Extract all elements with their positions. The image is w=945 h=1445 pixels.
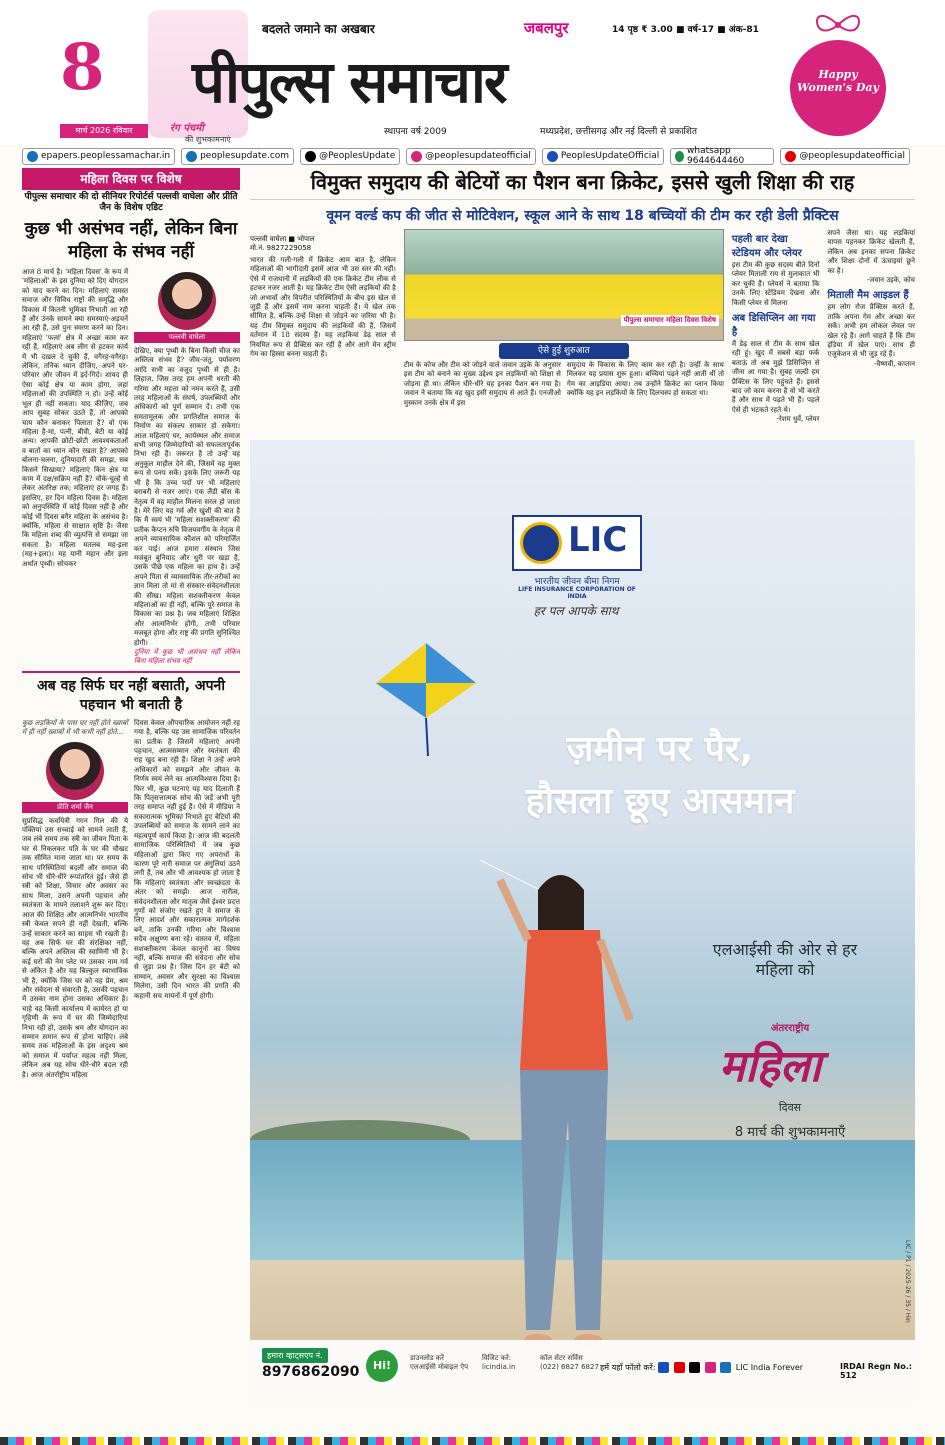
- social-label: whatsapp 9644644460: [687, 146, 745, 166]
- ad-date: 8 मार्च की शुभकामनाएँ: [734, 1125, 846, 1140]
- call-center[interactable]: कॉल सेंटर सर्विस (022) 6827 6827: [540, 1354, 599, 1371]
- ad-headline-line1: ज़मीन पर पैर,: [566, 729, 754, 770]
- social-label: @peoplesupdateofficial: [799, 151, 905, 161]
- masthead: [0, 0, 945, 145]
- mobile-number: मो.नं. 9827229058: [250, 244, 312, 252]
- story2-col2: दिवस केवल औपचारिक आयोजन नहीं रह गया है, बल्कि यह उस सामाजिक परिवर्तन का प्रतीक है जिसमें महिलाएं अपनी पहचान, आत्मसम्मान और स्वतंत्रता की राह खुद बना रही हैं। शिक्षा ने उन्हें अपने अधिकारों को समझने और जीवन के निर्णय स्वयं लेने का आत्मविश्वास दिया है। फिर भी, कुछ घटनाएं यह याद दिलाती हैं कि पितृसत्तात्मक सोच की जड़ें अभी पूरी तरह समाप्त नहीं हुई हैं। ऐसे में मीडिया ने सकारात्मक भूमिका निभाते हुए बेटियों की उपलब्धियों को समाज के सामने लाने का महत्वपूर्ण कार्य किया है। आज की बदलती सामाजिक परिस्थितियों में जब कुछ महिलाओं द्वारा किए गए अपराधों के कारण पूरे नारी समाज पर अंगुलियां उठने लगी हैं, तब और भी आवश्यक हो जाता है कि महिलाएं स्वतंत्रता और स्वच्छंदता के अंतर को समझें। आज नारीत्व, संवेदनशीलता और मातृत्व जैसे ईश्वर प्रदत्त गुणों को संजोए रखते हुए वे समाज के लिए आदर्श और सकारात्मक मार्गदर्शक बनें, ताकि उनकी गरिमा और विश्वास सदैव अक्षुण्ण बना रहे। वास्तव में, महिला सशक्तीकरण केवल कानूनों का विषय नहीं, बल्कि समाज की संवेदना और सोच से जुड़ा प्रश्न है। जिस दिन हर बेटी को सम्मान, अवसर और सुरक्षा का विश्वास मिलेगा, उसी दिन भारत की प्रगति की कहानी सच मायनों में पूर्ण होगी।: [134, 718, 240, 1000]
- byline: पल्लवी वाघेला ■ भोपाल: [250, 235, 315, 243]
- subhead-discipline: अब डिसिप्लिन आ गया है: [731, 313, 816, 339]
- story1-col1: आज 8 मार्च है। 'महिला दिवस' के रूप में 'महिलाओं' के इस दुनिया को दिए योगदान को याद करने का दिन। महिलाएं समस्त समाज और विविध राष्ट्रों की समृद्धि और विकास में कितनी भूमिका निभाती आ रही हैं और उनके सामने क्या समस्याएं-अड़चनें आ रही हैं, उसे पुनः स्मरण करने का दिन। महिलाएं 'फलां' क्षेत्र में अच्छा काम कर रही हैं, महिलाएं अब लीग से हटकर कार्य में भी दख़ल दे चुकी हैं, वगैरह-वगैरह। लेकिन, तनिक ध्यान दीजिए, अपने घर-परिवार और जीवन में इर्द-गिर्द। शायद ही ऐसा कोई क्षेत्र या काम होगा, जहां महिलाओं की उपस्थिति न हो। उन्हें कोई भूल ही नहीं सकता। याद कीजिए, जब आप सुबह सोकर उठते हैं, तो आपको चाय कौन बनाकर पिलाता है? वो एक महिला है-मां, पत्नी, बीवी, बेटी या कोई अन्य। आपकी छोटी-छोटी आवश्यकताओं व बातों का ध्यान कौन रखता है? आपको बोलना-चलना, दुनियादारी की समझ, सब किसने सिखाया? महिलाएं किन क्षेत्र या काम में दक्ष/सक्रिय नहीं हैं? चौके-चूल्हे से लेकर अंतरिक्ष तक; महिलाएं हर जगह हैं। इसलिए, हर दिन महिला दिवस है। महिला को अनुपस्थिति में कोई दिवस नहीं है और कोई भी दिवस बगैर महिला के असंभव है। क्योंकि, महिला से साक्षात सृष्टि है। जैसा कि महिला शब्द की व्युत्पत्ति से समझा जा सकता है। महिला मतलब मह-इला (मह+इला)। मह यानी महान और इला अर्थात पृथ्वी। सोचकर: [22, 268, 128, 568]
- follow-us: [600, 1362, 803, 1373]
- top-headline[interactable]: विमुक्त समुदाय की बेटियों का पैशन बना क्रिकेट, इससे खुली शिक्षा की राह: [250, 168, 915, 200]
- whatsapp-icon: [675, 151, 684, 162]
- top-story: [250, 168, 915, 433]
- newspaper-logo[interactable]: पीपुल्स समाचार: [192, 48, 506, 116]
- social-label: @peoplesupdateofficial: [425, 151, 531, 161]
- womens-day-badge: Happy Women's Day: [790, 40, 886, 136]
- globe-icon: [186, 151, 197, 162]
- story-col2: टीम के कोच और टीम को जोड़ने वाले जवान उइके के अनुसार इस टीम को बनाने का मुख्य उद्देश्य इन लड़कियों को शिक्षा से जोड़ना ही था। लेकिन धीरे-धीरे यह इनका पैशन बन गया है। जवान ने बताया कि वह खुद इसी समुदाय से आते हैं। एनजीओ मुस्कान उनके क्षेत्र में इस: [403, 361, 561, 407]
- lic-slogan: हर पल आपके साथ: [533, 604, 619, 618]
- social-link-2[interactable]: [300, 148, 400, 165]
- facebook-icon[interactable]: [658, 1362, 669, 1373]
- date-line: मार्च 2026 रविवार: [60, 124, 148, 138]
- social-label: peoplesupdate.com: [200, 151, 290, 161]
- instagram-icon: [411, 151, 422, 162]
- ad-mahila: महिला: [718, 1041, 822, 1092]
- instagram-icon[interactable]: [705, 1362, 716, 1373]
- section-tag: महिला दिवस पर विशेष: [22, 168, 240, 190]
- author-caption: पल्लवी वाघेला: [134, 332, 240, 343]
- story1-headline[interactable]: कुछ भी असंभव नहीं, लेकिन बिना महिला के संभव नहीं: [24, 219, 238, 262]
- facebook-icon: [547, 151, 558, 162]
- ribbon-bow-icon: [812, 8, 864, 42]
- youtube-icon: [785, 151, 796, 162]
- follow-label: हमें यहाँ फॉलो करें:: [600, 1363, 656, 1372]
- youtube-icon[interactable]: [674, 1362, 685, 1373]
- ad-headline: [450, 724, 870, 828]
- lic-advertisement[interactable]: [250, 440, 915, 1405]
- story2-col1: सुप्रसिद्ध कवयित्री गगन गिल की ये पंक्तियां उस सच्चाई को सामने लाती हैं, जब लंबे समय तक स्त्री का जीवन पिता के घर से निकलकर पति के घर की चौखट तक सीमित माना जाता था। पर समय के साथ परिस्थितियां बदलीं और समाज की सोच भी धीरे-धीरे रूपांतरित हुई। जैसे ही स्त्री को शिक्षा, विचार और अवसर का साथ मिला, उसने अपनी पहचान और स्वतंत्रता के मायने तलाशने शुरू कर दिए। आज की शिक्षित और आत्मनिर्भर भारतीय स्त्री केवल सपने ही नहीं देखती, बल्कि उन्हें साकार करने का साहस भी रखती है। वह अब सिर्फ घर की संरक्षिका नहीं, बल्कि अपने अस्तित्व की स्वामिनी भी है। कई घरों की नेम प्लेट पर उसका नाम गर्व से अंकित है और यह बिल्कुल स्वाभाविक भी है, क्योंकि जिस घर को वह प्रेम, श्रम और संवेदना से संवारती है, उसकी पहचान में उसका नाम होना उसका अधिकार है। चाहे वह किसी कार्यालय में कार्यरत हो या गृहिणी के रूप में घर की जिम्मेदारियां निभा रही हो, उसके श्रम और योगदान का सम्मान समान रूप से होना चाहिए। लंबे समय तक महिलाओं के इस अदृश्य श्रम को समाज में पर्याप्त महत्व नहीं मिला, लेकिन अब यह सोच धीरे-धीरे बदल रही है। आज अंतर्राष्ट्रीय महिला: [22, 816, 128, 1079]
- subhead-stadium: पहली बार देखा स्टेडियम और प्लेयर: [731, 234, 802, 259]
- festival-subtitle: की शुभकामनाएं: [185, 135, 231, 144]
- story1-ending: दुनिया में कुछ भी असंभव नहीं लेकिन बिना महिला संभव नहीं: [134, 648, 240, 666]
- social-label: PeoplesUpdateOfficial: [560, 151, 660, 161]
- social-label: @PeoplesUpdate: [319, 151, 396, 161]
- festival-title: रंग पंचमी: [170, 123, 204, 134]
- ad-international: अंतरराष्ट्रीय: [770, 1023, 810, 1034]
- social-link-6[interactable]: [780, 148, 910, 165]
- date-number: 8: [60, 30, 105, 105]
- ad-footer: [250, 1340, 915, 1405]
- desk-note: पीपुल्स समाचार की दो सीनियर रिपोर्टर्स पल्लवी वाघेला और प्रीति जैन के विशेष एडिट: [24, 192, 238, 213]
- sub2-text: मैं डेढ़ साल से टीम के साथ खेल रही हूं। खुद में सबसे बड़ा फर्क बताऊं तो अब मुझे डिसिप्लिन से जीना आ गया है। सुबह जल्दी हम प्रैक्टिस के लिए पहुंचते हैं। इससे बाद जो काम करना है वो भी करते हैं और साथ में पढ़ते भी हैं। पहले ऐसे ही भटकते रहते थे।: [731, 340, 820, 414]
- ad-text-wishes: एलआईसी की ओर से हर महिला को: [712, 940, 858, 979]
- sub1-text: इस टीम की कुछ सदस्य बीते दिनों प्लेयर मिताली राय से मुलाकात भी कर चुकी हैं। प्लेयर्स ने बताया कि उनके लिए स्टेडियम देखना और किसी प्लेयर से मिलना: [731, 261, 820, 307]
- story2-body: [22, 719, 240, 1080]
- social-link-4[interactable]: [542, 148, 664, 165]
- story1-col2: देखिए, क्या पृथ्वी के बिना किसी चीज का अस्तित्व संभव है? जीव-जंतु, पर्यावरण आदि सभी का वजूद पृथ्वी से ही है। लिहाज, जिस तरह हम अपनी धरती की गरिमा और महत्ता को नमन करते हैं, उसी तरह महिलाओं के संघर्ष, उपलब्धियों और अधिकारों को पूर्ण सम्मान दें। तभी एक समतामूलक और प्रगतिशील समाज के निर्माण का संकल्प साकार हो सकेगा। आज महिलाएं घर, कार्यस्थल और समाज सभी जगह जिम्मेदारियों को सफलतापूर्वक निभा रही हैं। जरूरत है तो उन्हें वह अनुकूल माहौल देने की, जिसमें वह मुक्त रूप से पनप सकें। इसके लिए जरूरी यह भी है कि उच्च पदों पर भी महिलाएं बराबरी से नजर आएं। एक लैंडी बॉस के नेतृत्व में वह माहौल मिलना सरल हो जाता है। मेरे लिए यह गर्व और खुशी की बात है कि मैं स्वयं भी 'महिला सशक्तीकरण' की प्रतीक कैप्टन रुचि विजयवर्गीय के नेतृत्व में अपने व्यावसायिक कौशल को परिमार्जित कर पाई। आज हमारा संस्थान जिस मजबूत बुनियाद और धुरी पर खड़ा है, उसके पीछे एक महिला का हाथ है। उन्हें अपने पिता से व्यावसायिक तौर-तरीकों का ज्ञान मिला तो मां से संस्कार-संवेदनशीलता की सीख। महिला सशक्तीकरण केवल महिलाओं का ही नहीं, बल्कि पूरे समाज के विकास का प्रश्न है। जब महिलाएं शिक्षित और आत्मनिर्भर होंगी, तभी परिवार मजबूत होगा और राष्ट्र की प्रगति सुनिश्चित होगी।: [134, 347, 240, 647]
- story1-body: [22, 268, 240, 667]
- app-download[interactable]: डाउनलोड करें एलआईसी मोबाइल ऐप: [410, 1354, 469, 1371]
- x-icon: [305, 151, 316, 162]
- col4-text: सपने जैसा था। यह लड़कियां वापस पहनकर क्रिकेट खेलती हैं, लेकिन अब इनका सपना क्रिकेट और शिक्षा दोनों में ऊंचाइयां छूने का है।: [827, 229, 915, 275]
- photo-caption: ऐसे हुई शुरुआत: [499, 343, 629, 359]
- edition-city: जबलपुर: [524, 19, 569, 37]
- sub3-text: हम लोग रोज प्रैक्टिस करते हैं, ताकि अपना गेम और अच्छा कर सकें। अभी हम लोकल लेवल पर खेल रहे हैं। आगे चाहते हैं कि टीम इंडिया में खेल पाएं। साथ ही एजुकेशन से भी जुड़ रहे हैं।: [827, 303, 915, 359]
- social-link-3[interactable]: [406, 148, 536, 165]
- registration-marks: [0, 1437, 945, 1445]
- divider: [22, 671, 240, 673]
- social-link-5[interactable]: [670, 148, 774, 165]
- irdai-reg: IRDAI Regn No.: 512: [840, 1362, 912, 1380]
- ad-divas: दिवस: [778, 1101, 802, 1114]
- lic-logo-text: LIC: [568, 520, 628, 560]
- col4-sign: -जवान उइके, कोच: [866, 276, 915, 285]
- ad-code: LIC / P1 / 2025-26 / 35 / Hin: [904, 1240, 911, 1323]
- published-in: मध्यप्रदेश, छत्तीसगढ़ और नई दिल्ली से प्रकाशित: [540, 127, 698, 137]
- photo-label: पीपुल्स समाचार महिला दिवस विशेष: [621, 315, 719, 326]
- follow-handle: LIC India Forever: [735, 1363, 804, 1372]
- website[interactable]: विजिट करें: licindia.in: [482, 1354, 516, 1371]
- lic-hindi-name: भारतीय जीवन बीमा निगम: [534, 577, 620, 587]
- lic-english-name: LIFE INSURANCE CORPORATION OF INDIA: [518, 586, 636, 600]
- cricket-team-photo: [404, 229, 724, 341]
- ad-headline-line2: हौसला छूए आसमान: [525, 781, 795, 822]
- sub3-sign: -वैष्णवी, कप्तान: [874, 359, 915, 368]
- social-link-0[interactable]: [22, 148, 175, 165]
- story2-headline[interactable]: अब वह सिर्फ घर नहीं बसाती, अपनी पहचान भी बनाती है: [37, 677, 225, 713]
- social-link-1[interactable]: [181, 148, 294, 165]
- sub2-sign: -रेशम धुर्वे, प्लेयर: [776, 415, 820, 424]
- social-strip: [22, 146, 910, 166]
- author-caption-2: प्रीति शर्मा जैन: [22, 802, 128, 813]
- subhead-mithali: मिताली मैम आइडल हैं: [827, 290, 909, 302]
- x-icon[interactable]: [689, 1362, 700, 1373]
- top-subhead: वूमन वर्ल्ड कप की जीत से मोटिवेशन, स्कूल आने के साथ 18 बच्चियों की टीम कर रही डेली प्रैक्टिस: [326, 208, 839, 224]
- story2-intro: कुछ लड़कियों के पास घर नहीं होते ख्वाबों में ही नहीं ख्वाबों में भी कभी नहीं होते...: [22, 718, 128, 737]
- hi-bubble-icon: Hi!: [366, 1350, 398, 1382]
- whatsapp-number[interactable]: 8976862090: [262, 1364, 360, 1380]
- founded-year: स्थापना वर्ष 2009: [384, 127, 447, 137]
- story-col3: समुदाय के विकास के लिए काम कर रही है। उन्हीं के साथ मिलकर यह प्रयास शुरू हुआ। बच्चियां पढ़ने नहीं आती थीं तो गेम का आइडिया आया। तब उन्होंने क्रिकेट का प्लान किया क्योंकि यह इन लड़कियों के लिए दिलचस्प हो सकता था।: [566, 361, 724, 398]
- author-photo-pallavi: [158, 272, 216, 330]
- linkedin-icon[interactable]: [720, 1362, 731, 1373]
- lic-emblem-icon: [520, 522, 562, 564]
- tagline: बदलते जमाने का अखबार: [262, 22, 375, 36]
- story-col1: भारत की गली-गली में क्रिकेट आम बात है, लेकिन महिलाओं की भागीदारी इसमें आज भी उस स्तर की नहीं। ऐसे में राजधानी में लड़कियों की एक क्रिकेट टीम लीक से हटकर नजर आती है। यह क्रिकेट टीम ऐसी लड़कियों की है जो अभावों और विपरीत परिस्थितियों के बीच इस खेल से जुड़ी हैं और इसमें नाम करना चाहती हैं। ये खेल तक सीमित है, बल्कि उन्हें शिक्षा से जोड़ने का जरिया भी है। यह टीम विमुक्त समुदाय की लड़कियों की है, जिसमें वर्तमान में 18 सदस्य हैं। यह लड़कियां डेढ़ साल से नियमित रूप से प्रैक्टिस कर रही हैं और आगे मेन स्ट्रीम गेम का हिस्सा बनना चाहती हैं।: [250, 256, 396, 359]
- social-label: epapers.peoplessamachar.in: [41, 151, 171, 161]
- left-column: [22, 168, 240, 1428]
- woman-running-illustration: [480, 860, 660, 1380]
- issue-info: 14 पृष्ठ ₹ 3.00 ■ वर्ष-17 ■ अंक-81: [612, 25, 759, 35]
- globe-icon: [27, 151, 38, 162]
- author-photo-preeti: [46, 742, 104, 800]
- whatsapp-label: हमारा व्हाट्सएप नं.: [262, 1348, 328, 1363]
